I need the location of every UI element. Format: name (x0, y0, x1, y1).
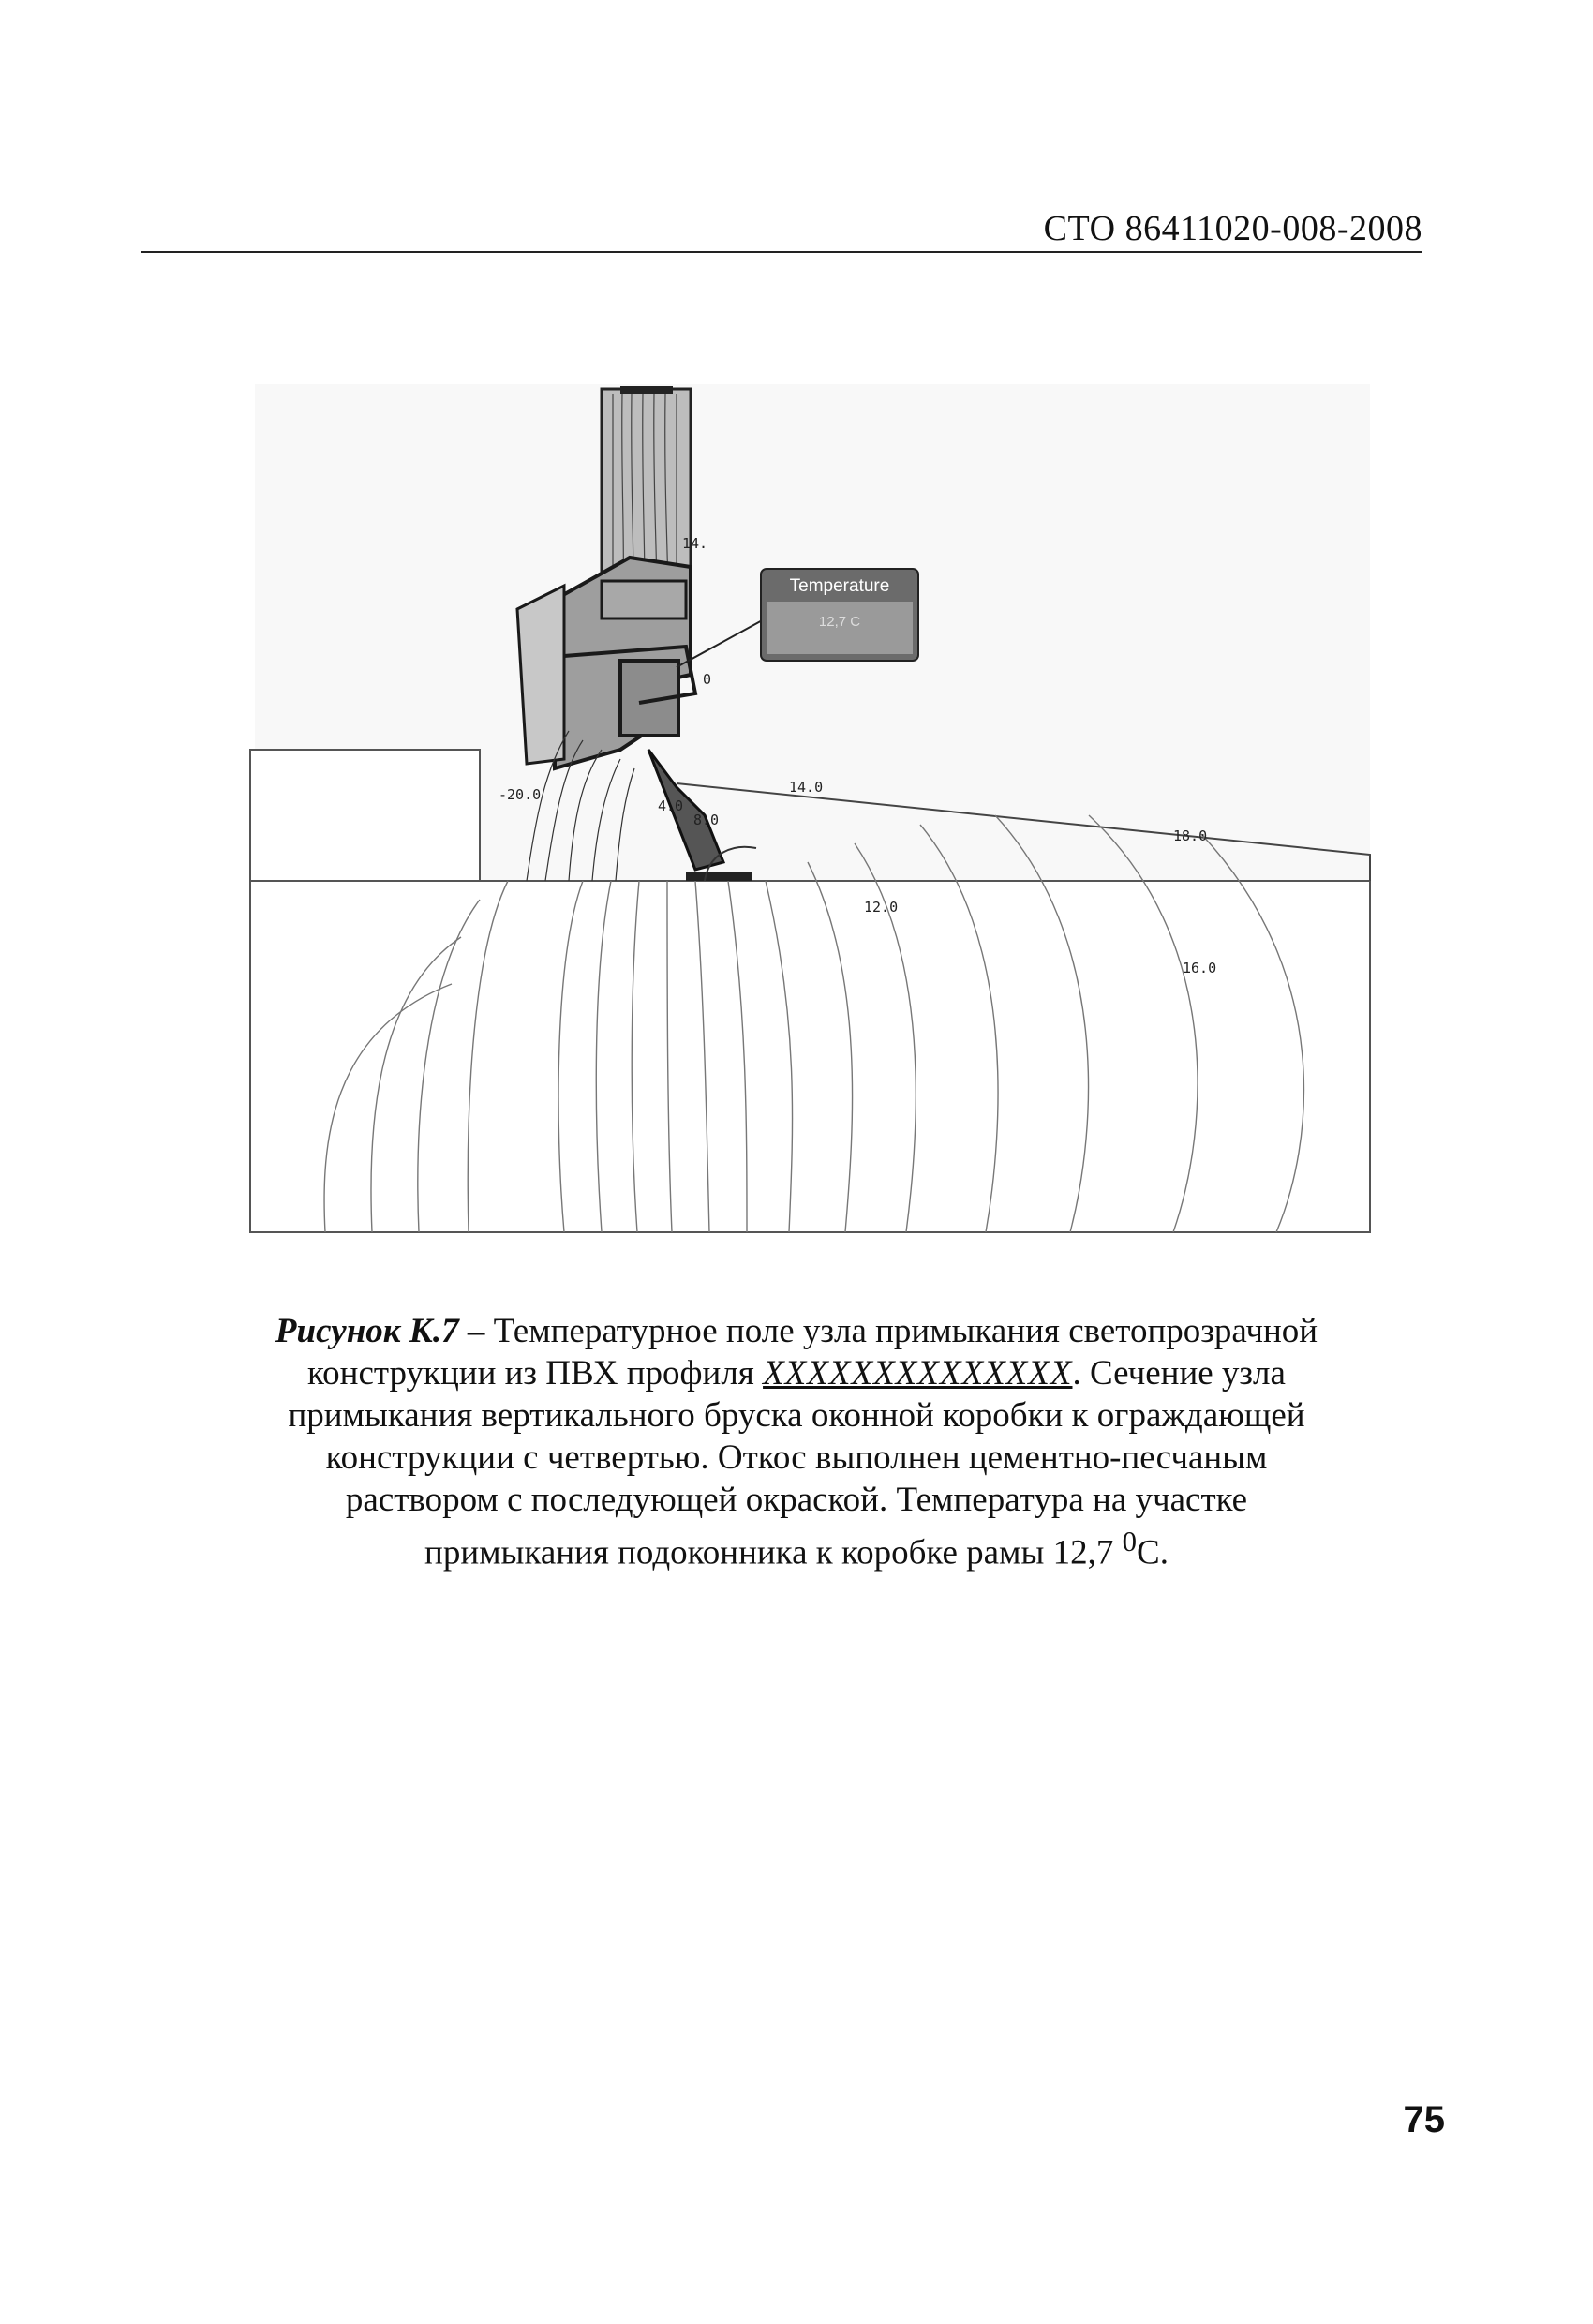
contour-label-14-top: 14. (682, 535, 708, 552)
caption-text-2: . Сечение узла примыкания вертикального бруска оконной коробки к ограждающей конструкции с четвертью. Откос выполнен цементно-песчаным раствором с последующей окраской. Температура на участке примыкания подоконника к коробке рамы 12,7 (288, 1354, 1305, 1572)
contour-label-0: 0 (703, 671, 712, 688)
contour-label-4: 4.0 (658, 797, 684, 814)
tooltip-title: Temperature (789, 576, 890, 596)
wall-block (250, 750, 480, 881)
contour-label-16: 16.0 (1183, 960, 1217, 976)
temperature-field-figure (246, 375, 1377, 1237)
caption-degree: 0 (1122, 1526, 1138, 1557)
figure-caption (253, 1310, 1340, 1573)
tooltip-value: 12,7 C (818, 614, 861, 630)
contour-label-8: 8.0 (693, 812, 720, 828)
temperature-tooltip (761, 569, 918, 661)
caption-text-1: – Температурное поле узла примыкания светопрозрачной конструкции из ПВХ профиля (307, 1312, 1318, 1393)
contour-label-18: 18.0 (1173, 827, 1208, 844)
temperature-field-diagram (246, 375, 1377, 1237)
document-code: СТО 86411020-008-2008 (1043, 209, 1422, 248)
contour-label-minus-20: -20.0 (499, 786, 542, 803)
page-number: 75 (1403, 2099, 1445, 2140)
caption-label: Рисунок К.7 (275, 1312, 459, 1350)
contour-label-14: 14.0 (789, 779, 824, 796)
sill-board (686, 872, 752, 881)
caption-unit: С. (1137, 1533, 1169, 1572)
contour-label-12: 12.0 (864, 899, 899, 916)
caption-profile-code: XXXXXXXXXXXXXX (763, 1354, 1073, 1393)
header-rule (141, 251, 1422, 253)
